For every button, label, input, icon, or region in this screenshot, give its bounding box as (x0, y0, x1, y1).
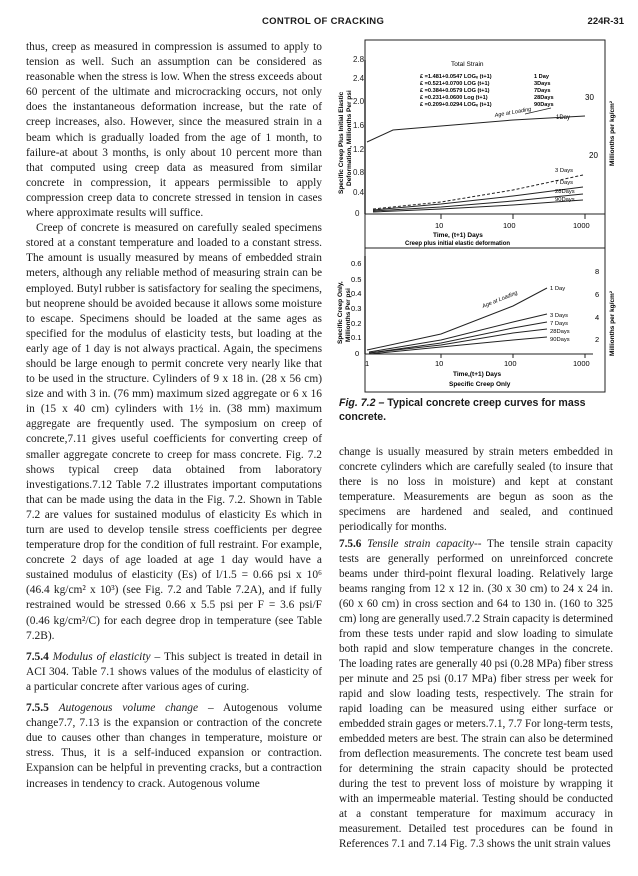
paragraph: change is usually measured by strain meters embedded in concrete cylinders which are carefully sealed (to insure that there is no loss in moisture) and kept at constant temperature. Measurements are begun as soon as the specimens are hardened and sealed, and continued periodically for months. (339, 446, 613, 533)
bottom-x-tick: 1 (365, 359, 370, 368)
bottom-x-label-1: Time,(t+1) Days (453, 371, 502, 378)
right-column (339, 445, 613, 852)
running-title: CONTROL OF CRACKING (262, 16, 385, 27)
one-day-label: 1Day (556, 115, 571, 121)
bottom-curve-label: 3 Days (550, 313, 569, 319)
section-text: – This subject is treated in detail in ACI 304. Table 7.1 shows values of the modulus of elasticity of a particular concrete after various ages of curing. (26, 650, 323, 693)
section-number: 7.5.6 (339, 538, 362, 550)
top-y-tick: 2.8 (353, 55, 365, 64)
figure-7-2 (333, 38, 621, 394)
creep-equation: £ =0.231+0.0600 Log (t+1) (420, 95, 488, 101)
figure-caption (339, 396, 615, 424)
bottom-right-tick: 6 (595, 290, 600, 299)
curve-label: 90Days (555, 197, 575, 203)
curve-label: 7 Days (555, 180, 574, 186)
bottom-y-tick: 0.1 (351, 333, 362, 342)
bottom-curve-label: 90Days (550, 337, 570, 343)
section-7-5-4 (26, 650, 322, 695)
top-x-tick: 1000 (573, 221, 590, 230)
section-title: Modulus of elasticity (52, 650, 151, 663)
top-chart-frame (365, 40, 605, 248)
bottom-right-label: Millionths per kg/cm² (609, 290, 616, 356)
equation-age: 7Days (534, 88, 551, 94)
bottom-y-tick: 0.4 (351, 289, 362, 298)
bottom-x-tick: 1000 (573, 359, 590, 368)
creep-equation: £ =0.384+0.0579 LOG (t+1) (420, 88, 490, 94)
equation-age: 28Days (534, 95, 554, 101)
top-y-label-2: Deformation, Millionths Per psi (346, 90, 353, 186)
bottom-x-tick: 100 (504, 359, 517, 368)
top-right-label: Millionths per kg/cm² (609, 100, 616, 166)
bottom-right-tick: 8 (595, 267, 600, 276)
bottom-curve-label: 7 Days (550, 321, 569, 327)
bottom-y-label-2: Millionths Per psi (345, 288, 352, 342)
bottom-curve-label: 28Days (550, 329, 570, 335)
top-y-tick: 1.6 (353, 121, 365, 130)
section-7-5-6 (339, 537, 613, 852)
top-y-tick: 2.0 (353, 97, 365, 106)
top-y-label-1: Specific Creep Plus Initial Elastic (338, 91, 345, 194)
creep-equation: £ =1.481+0.0547 LOGₑ (t+1) (420, 74, 492, 80)
creep-curves-figure (333, 38, 621, 394)
section-text: -- The tensile strain capacity tests are generally performed on unreinforced concrete beams under third-point flexural loading. Relatively large beams ranging from 12 x 12 in. (30 x 30 cm) to 24 x 24 in. (60 x 60 cm) in cross section and 64 to 130 in. (160 to 325 cm) long are generally used.7.2 Strain capacity is determined from these tests under rapid and slow loading to simulate both rapid and slow temperature changes in the concrete. The loading rates are generally 40 psi (0.28 MPa) fiber stress per minute and 25 psi (0.17 MPa) fiber stress per week for rapid and slow loading tests, respectively. The strain for rapid loading can be measured using either surface or embedded strain gages or meters.7.1, 7.7 For long-term tests, embedded meters are best. The strain can also be determined from deflection measurements. The concrete test beam used for determining the strain capacity should be protected during the test to prevent loss of moisture by wrapping it with an impermeable material. Testing should be conducted at a constant temperature for maximum accuracy in measurement. Detailed test procedures can be found in References 7.1 and 7.14 Fig. 7.3 shows the unit strain values (339, 538, 613, 850)
bottom-y-tick: 0.5 (351, 275, 362, 284)
top-x-label-2: Creep plus initial elastic deformation (405, 241, 511, 247)
top-y-tick: 0.8 (353, 168, 365, 177)
top-right-tick: 30 (585, 93, 594, 102)
equation-age: 90Days (534, 102, 554, 108)
bottom-curve-label: 1 Day (550, 286, 566, 292)
bottom-y-tick: 0.3 (351, 304, 362, 313)
section-number: 7.5.5 (26, 702, 49, 715)
top-chart (338, 40, 616, 248)
paragraph: thus, creep as measured in compression is assumed to apply to tension as well. Such an assumption can be considered as reasonable when the stress is low. When the stress exceeds about 60 percent of the ultimate and microcracking occurs, not only does the instantaneous deformation increase, but the rate of creep increases, also. However, since the measured strain in a beam which is gradually loaded from the age of 1 month, to failure-at about 3 months, is only about 10 percent more than that computed using creep data as measured from similar concrete in compression, it appears permissible to apply compression creep data to concrete stressed in tension in cases where approximate results will suffice. (26, 41, 322, 220)
section-number: 7.5.4 (26, 650, 49, 663)
bottom-x-tick: 10 (435, 359, 444, 368)
bottom-y-label-1: Specific Creep Only, (337, 281, 344, 344)
caption-label: Fig. 7.2 – (339, 397, 385, 409)
bottom-curve-1-day (367, 288, 547, 350)
top-age-at-loading: Age at Loading (494, 106, 532, 119)
section-title: Autogenous volume change (58, 702, 199, 715)
bottom-x-label-2: Specific Creep Only (449, 381, 511, 388)
top-y-tick: 0 (355, 209, 360, 218)
bottom-right-tick: 4 (595, 313, 600, 322)
bottom-y-tick: 0.2 (351, 319, 362, 328)
section-7-5-5 (26, 701, 322, 792)
curve-1-day (367, 116, 585, 142)
bottom-right-tick: 2 (595, 335, 600, 344)
top-y-tick: 1.2 (353, 145, 365, 154)
bottom-curve-3-days (369, 314, 547, 352)
total-strain-label: Total Strain (451, 61, 484, 68)
top-x-tick: 100 (503, 221, 516, 230)
top-x-label-1: Time, (t+1) Days (433, 232, 483, 239)
curve-label: 3 Days (555, 168, 574, 174)
creep-equation: £ =0.209+0.0294 LOGₑ (t+1) (420, 102, 492, 108)
left-column (26, 40, 322, 792)
bottom-y-tick: 0.6 (351, 259, 362, 268)
top-y-tick: 0.4 (353, 188, 365, 197)
paragraph: Creep of concrete is measured on carefully sealed specimens stored at a constant temperature and loaded to a constant stress. The amount is usually measured by means of embedded strain meters, although any reliable method of measuring strain can be employed. Butyl rubber is satisfactory for sealing the specimens, but neoprene should be avoided because it allows some moisture to escape. Specimens should be loaded at the same ages as specified for the modulus of elasticity tests, but loading at the early age of 1 day is not always practical. Again, the specimens should be large enough to permit concrete very nearly like that to be used in the structure. Cylinders of 9 x 18 in. (28 x 56 cm) size and with 3 in. (76 mm) maximum sized aggregate or 6 x 16 in (15 x 40 cm) cylinders with 1½ in. (38 mm) maximum aggregate are frequently used. The symposium on creep of concrete,7.11 gives useful coefficients for converting creep of smaller aggregate concrete to creep for mass concrete. Fig. 7.2 shows typical creep data obtained from laboratory investigations.7.12 Table 7.2 illustrates important computations that can be made using the data in the Fig. 7.2. Shown in Table 7.2 are values for sustained modulus of elasticity Es which in turn are used to develop tensile stress coefficients per degree temperature drop for the condition of full restraint. For example, concrete 2 days of age loaded at age 1 day would have a sustained modulus of elasticity (Es) of l/1.5 = 0.66 psi x 10⁶ (46.4 kg/cm² x 10³) (see Fig. 7.2 and Table 7.2A), and if fully restrained would be stressed 0.66 x 5.5 psi per F = 3.6 psi/F (0.46 kg/cm²/C) for each degree drop in temperature (see Table 7.2B). (26, 222, 322, 642)
equation-age: 1 Day (534, 74, 549, 80)
caption-text: Typical concrete creep curves for mass concrete. (339, 397, 586, 423)
bottom-age-at-loading: Age at Loading (481, 290, 519, 310)
equation-age: 3Days (534, 81, 551, 87)
top-y-tick: 2.4 (353, 74, 365, 83)
top-right-tick: 20 (589, 151, 598, 160)
bottom-chart (337, 248, 616, 392)
section-title: Tensile strain capacity (367, 538, 474, 550)
creep-equation: £ =0.521+0.0700 LOG (t+1) (420, 81, 490, 87)
section-text: – Autogenous volume change7.7, 7.13 is the expansion or contraction of the concrete due to causes other than changes in temperature, moisture or stress. Thus, it is a self-induced expansion or contraction. Expansion can be helpful in preventing cracks, but a contraction increases in tendency to crack. Autogenous volume (26, 702, 323, 790)
running-header (0, 14, 638, 30)
bottom-y-tick: 0 (355, 349, 360, 358)
bottom-curve-7-days (369, 322, 547, 353)
page-number: 224R-31 (587, 16, 624, 27)
curve-label: 28Days (555, 189, 575, 195)
top-x-tick: 10 (435, 221, 444, 230)
